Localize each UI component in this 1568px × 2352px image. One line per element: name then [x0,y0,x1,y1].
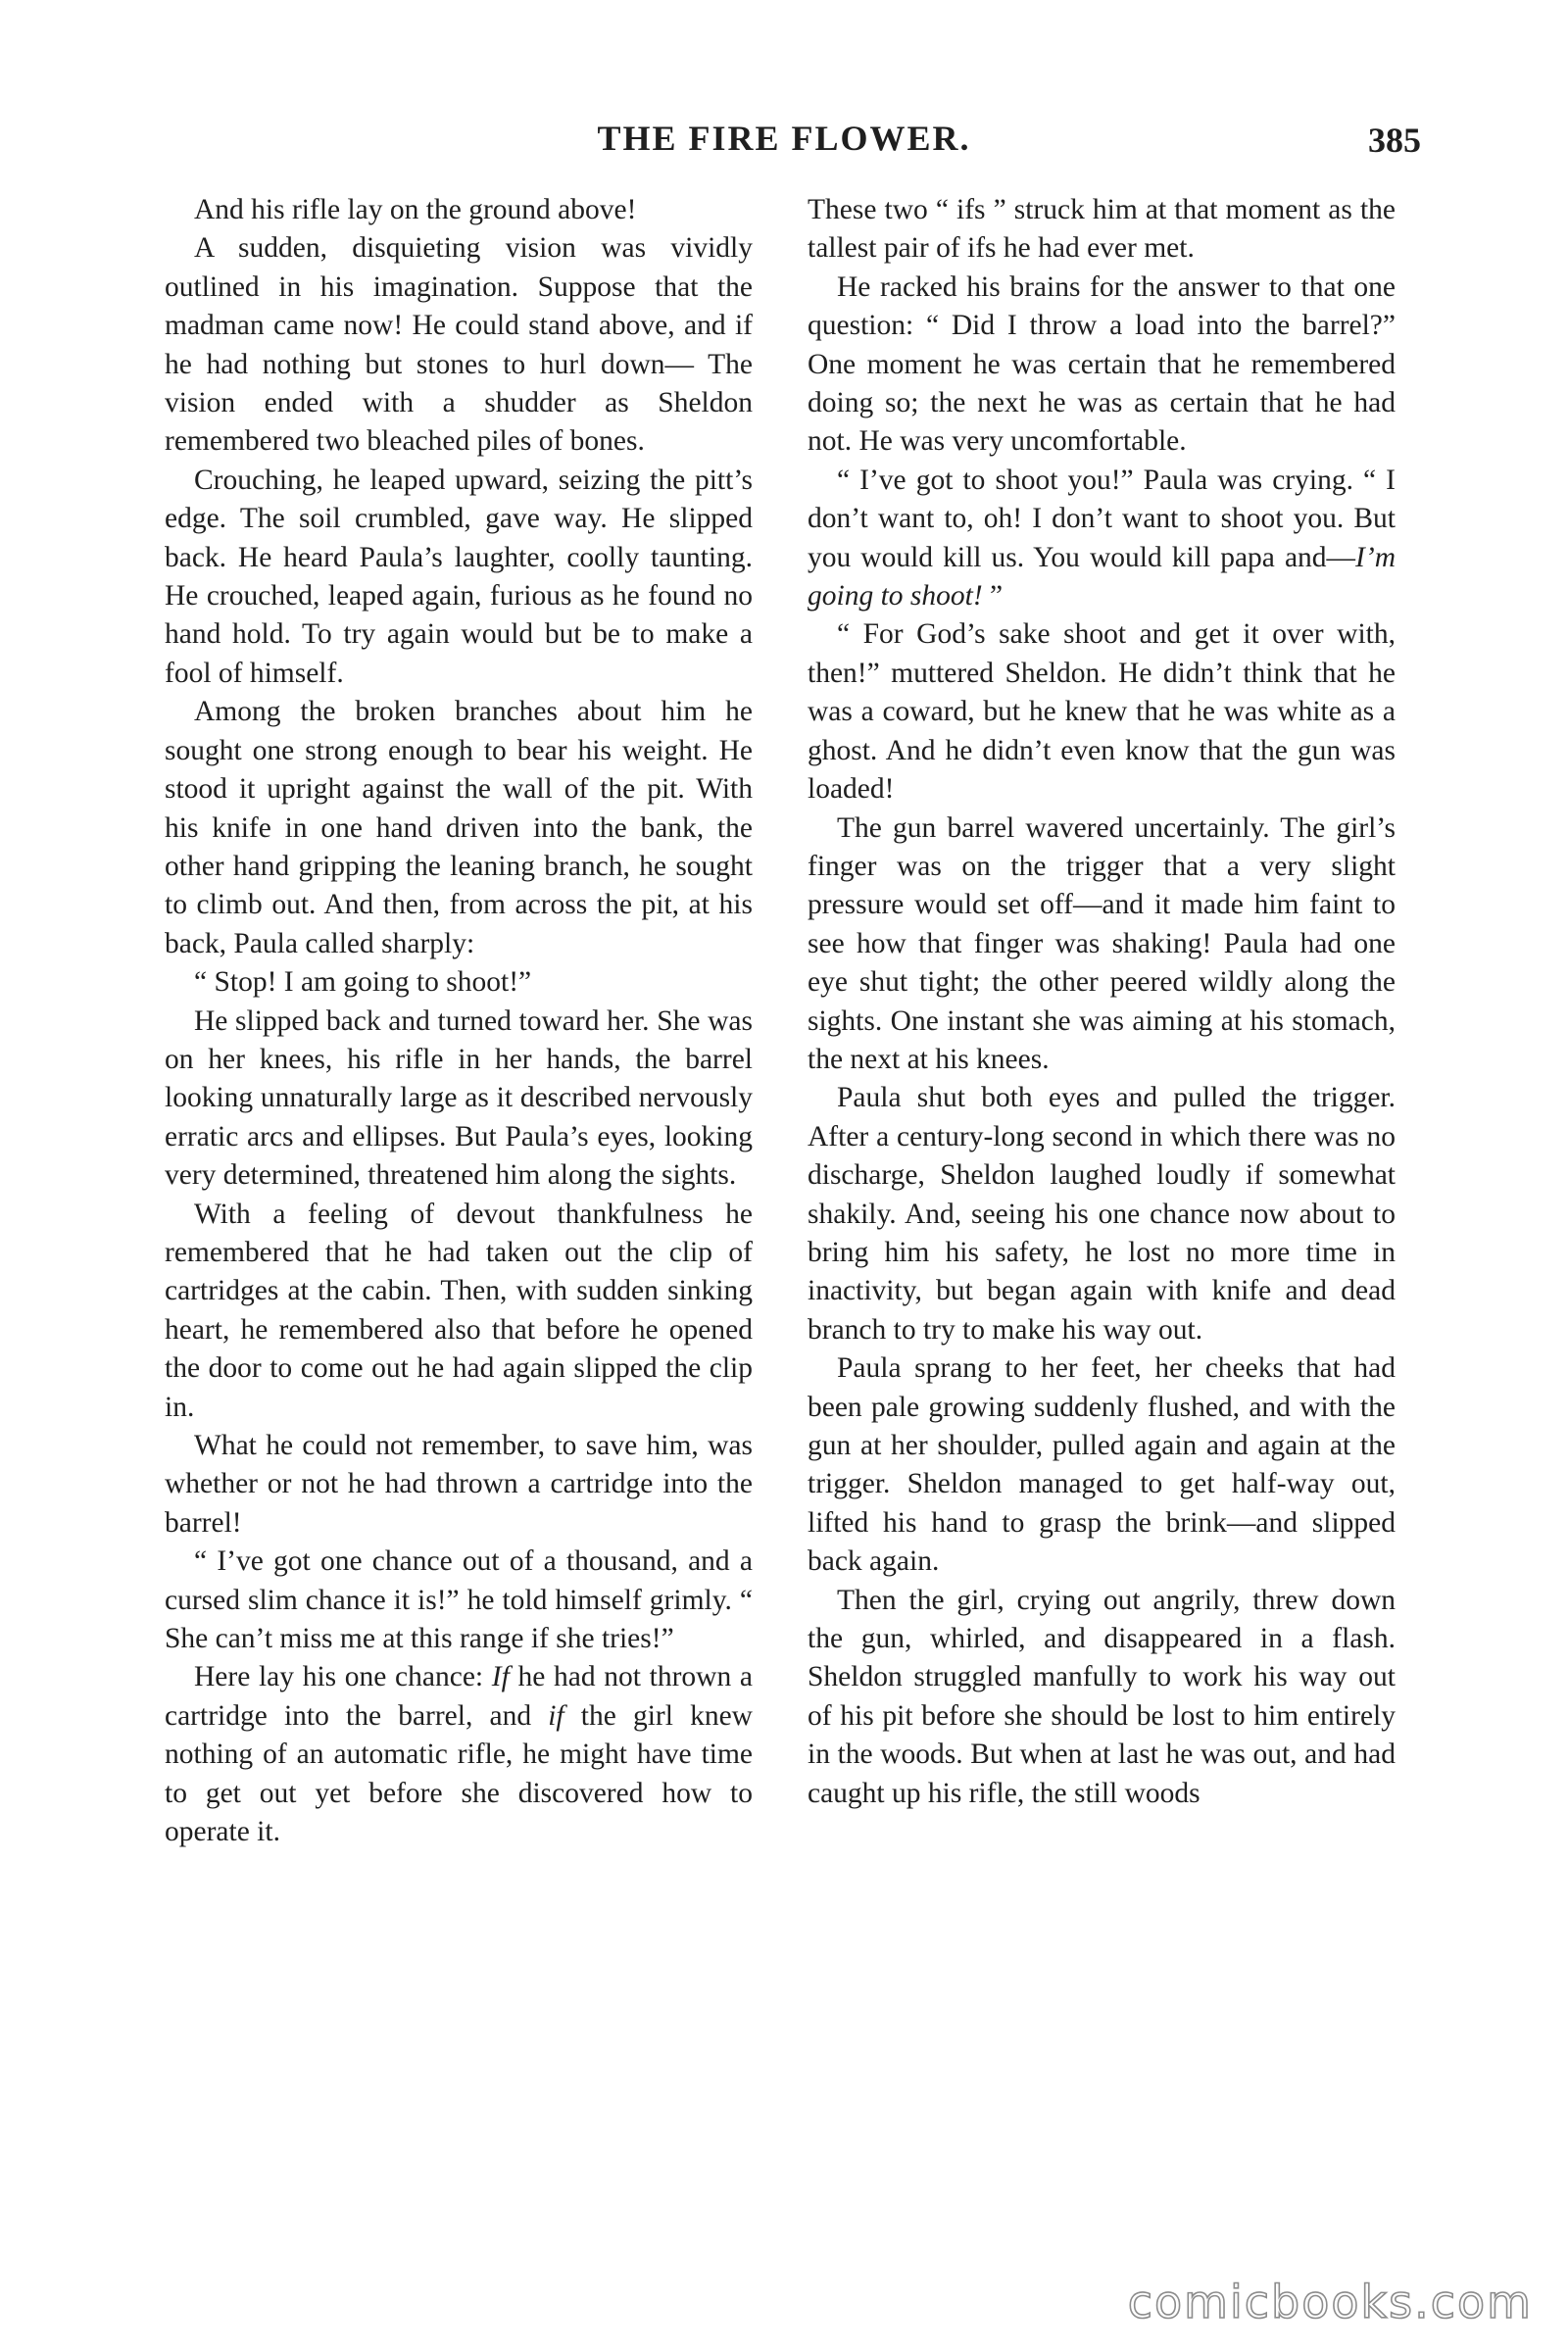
paragraph: And his rifle lay on the ground above! [194,194,637,225]
paragraph: With a feeling of devout thankfulness he remembered that he had taken out the clip of cartridges at the cabin. Then, with sudden sinking heart, he remembered also that before he opened the door to come out he had again slipped the clip in. [165,1198,753,1423]
paragraph: Paula sprang to her feet, her cheeks that had been pale growing suddenly flushed, and with the gun at her shoulder, pulled again and again at the trigger. Sheldon managed to get half-way out, lifted his hand to grasp the brink—and slipped back again. [808,1352,1396,1578]
text-run: Here lay his one chance: [194,1661,492,1693]
right-column [808,191,1396,1813]
italic-text: If [491,1661,510,1693]
italic-text: if [548,1699,564,1732]
paragraph-continued: These two “ ifs ” struck him at that moment as the tallest pair of ifs he had ever met. [808,194,1396,265]
text-run: he had not thrown a cartridge into the barrel, and [165,1661,753,1732]
left-column [165,191,753,1851]
running-title: THE FIRE FLOWER. [597,119,971,158]
paragraph: “ For God’s sake shoot and get it over with, then!” muttered Sheldon. He didn’t think that he was a coward, but he knew that he was white as a ghost. And he didn’t even know that the gun was loaded! [808,618,1396,806]
paragraph: A sudden, disquieting vision was vividly outlined in his imagination. Suppose that the madman came now! He could stand above, and if he had nothing but stones to hurl down— The vision ended with a shudder as Sheldon remembered two bleached piles of bones. [165,232,753,458]
site-watermark: comicbooks.com [1127,2276,1533,2328]
paragraph [165,1658,753,1851]
text-run: the girl knew nothing of an automatic rifle, he might have time to get out yet before she discovered how to operate it. [165,1699,753,1848]
paragraph: Among the broken branches about him he sought one strong enough to bear his weight. He stood it upright against the wall of the pit. With his knife in one hand driven into the bank, the other hand gripping the leaning branch, he sought to climb out. And then, from across the pit, at his back, Paula called sharply: [165,696,753,959]
page-number: 385 [1368,121,1421,160]
paragraph: He racked his brains for the answer to that one question: “ Did I throw a load into the barrel?” One moment he was certain that he remembered doing so; the next he was as certain that he had not. He was very uncomfortable. [808,270,1396,458]
paragraph: Crouching, he leaped upward, seizing the pitt’s edge. The soil crumbled, gave way. He slipped back. He heard Paula’s laughter, coolly taunting. He crouched, leaped again, furious as he found no hand hold. To try again would but be to make a fool of himself. [165,464,753,689]
paragraph: Then the girl, crying out angrily, threw down the gun, whirled, and disappeared in a flash. Sheldon struggled manfully to work his way out of his pit before she should be lost to him entirely in the woods. But when at last he was out, and had caught up his rifle, the still woods [808,1584,1396,1809]
italic-text: I’m going to shoot! [808,541,1396,612]
text-run: ” [982,580,1004,612]
paragraph: “ Stop! I am going to shoot!” [194,966,532,999]
paragraph: The gun barrel wavered uncertainly. The girl’s finger was on the trigger that a very slight pressure would set off—and it made him faint to see how that finger was shaking! Paula had one eye shut tight; the other peered wildly along the sights. One instant she was aiming at his stomach, the next at his knees. [808,811,1396,1075]
text-columns [165,191,1411,2180]
paragraph: Paula shut both eyes and pulled the trigger. After a century-long second in which there was no discharge, Sheldon laughed loudly if somewhat shakily. And, seeing his one chance now about to bring him his safety, he lost no more time in inactivity, but began again with knife and dead branch to try to make his way out. [808,1082,1396,1346]
page-header [0,118,1568,176]
paragraph: What he could not remember, to save him, was whether or not he had thrown a cartridge into the barrel! [165,1430,753,1539]
paragraph: He slipped back and turned toward her. She was on her knees, his rifle in her hands, the barrel looking unnaturally large as it described nervously erratic arcs and ellipses. But Paula’s eyes, looking very determined, threatened him along the sights. [165,1004,753,1192]
paragraph [808,462,1396,616]
paragraph: “ I’ve got one chance out of a thousand, and a cursed slim chance it is!” he told himself grimly. “ She can’t miss me at this range if she tries!” [165,1545,753,1655]
text-run: “ I’ve got to shoot you!” Paula was crying. “ I don’t want to, oh! I don’t want to shoot you. But you would kill us. You would kill papa and— [808,464,1396,573]
